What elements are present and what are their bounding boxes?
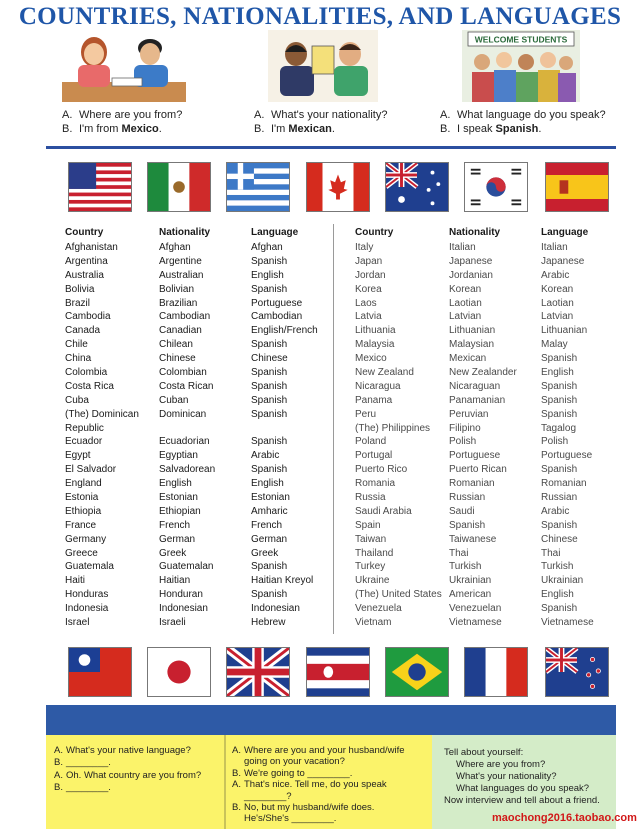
page-title: COUNTRIES, NATIONALITIES, AND LANGUAGES	[18, 3, 622, 30]
table-cell: Ethiopian	[159, 505, 201, 517]
table-cell: Thai	[449, 547, 469, 559]
dialog-country	[62, 108, 182, 136]
practice-line	[54, 770, 201, 782]
practice-text: No, but my husband/wife does.	[244, 801, 375, 813]
practice-text: That's nice. Tell me, do you speak	[244, 779, 387, 791]
table-cell: Greek	[251, 547, 279, 559]
practice-line	[232, 768, 405, 779]
table-cell: Afghan	[251, 242, 283, 253]
table-cell: Spanish	[251, 283, 288, 295]
table-cell: Lithuanian	[449, 325, 496, 337]
table-cell: English	[251, 478, 284, 490]
korea-flag	[464, 162, 528, 212]
table-cell: Greece	[65, 547, 98, 559]
table-cell: Romanian	[541, 478, 587, 490]
welcome-banner-text: WELCOME STUDENTS	[474, 34, 568, 45]
practice-letter: A.	[232, 779, 241, 791]
table-cell: Latvia	[355, 311, 382, 323]
table-cell: Mexico	[355, 353, 387, 365]
country-header: Country	[65, 227, 104, 238]
nationality-header: Nationality	[449, 227, 501, 238]
table-cell: Polish	[541, 436, 569, 448]
divider-rule	[46, 146, 616, 149]
table-cell: Brazilian	[159, 297, 198, 309]
table-cell: Egyptian	[159, 450, 198, 462]
practice-text: Oh. What country are you from?	[66, 769, 202, 781]
dialog-answer-pre: I'm	[271, 123, 289, 135]
table-cell: Japanese	[449, 255, 493, 267]
table-cell: English	[159, 478, 192, 490]
practice-text: Where are you from?	[456, 759, 546, 770]
table-cell: Greek	[159, 547, 187, 559]
practice-section	[46, 705, 616, 829]
canada-flag	[306, 162, 370, 212]
table-cell: Laotian	[449, 297, 482, 309]
practice-line	[444, 783, 600, 795]
table-cell: Japan	[355, 255, 383, 267]
table-cell: Spanish	[251, 339, 288, 351]
language-header: Language	[541, 227, 589, 238]
dialog-letter: A.	[254, 109, 265, 121]
table-cell: Malay	[541, 339, 568, 351]
left-language-column	[251, 227, 318, 630]
table-cell: Israel	[65, 617, 90, 629]
table-cell: Taiwanese	[449, 533, 497, 545]
table-cell: New Zealand	[355, 367, 414, 379]
practice-text: What's your native language?	[66, 745, 191, 756]
practice-line	[232, 756, 405, 767]
table-cell: Laotian	[541, 297, 574, 309]
table-cell: Laos	[355, 297, 377, 309]
table-cell: China	[65, 353, 92, 365]
table-cell: Haitian	[159, 575, 191, 587]
table-cell: Ukraine	[355, 575, 390, 587]
japan-flag	[147, 647, 211, 697]
practice-line	[54, 745, 201, 757]
dialog-question: Where are you from?	[79, 109, 183, 121]
table-cell: Canadian	[159, 325, 202, 337]
table-cell: (The) Philippines	[355, 422, 431, 434]
table-cell: Cambodia	[65, 311, 111, 323]
table-cell: Honduras	[65, 589, 109, 601]
table-cell: Lithuanian	[541, 325, 588, 337]
table-cell: German	[251, 533, 288, 545]
table-cell: Argentina	[65, 255, 108, 267]
dialog-answer-bold: Mexico	[121, 123, 159, 135]
practice-text: ________.	[66, 757, 111, 769]
language-header: Language	[251, 227, 299, 238]
practice-letter: B.	[54, 782, 63, 794]
table-cell: Spanish	[251, 394, 288, 406]
table-cell: Thailand	[355, 547, 394, 559]
airport-greeting-illustration	[268, 30, 378, 102]
table-cell: Spanish	[541, 380, 578, 392]
nationality-header: Nationality	[159, 227, 211, 238]
table-cell: Jordanian	[449, 269, 493, 281]
table-cell: Amharic	[251, 505, 288, 517]
table-cell: Malaysia	[355, 339, 395, 351]
table-cell: Estonian	[251, 492, 290, 504]
table-cell: American	[449, 589, 492, 601]
table-cell: Canada	[65, 325, 101, 337]
practice-dialog-1	[54, 745, 201, 795]
table-cell: Portuguese	[449, 450, 501, 462]
practice-line	[444, 747, 600, 759]
dialog-letter: B.	[440, 123, 451, 135]
practice-text: going on your vacation?	[244, 756, 345, 768]
table-cell: Russian	[449, 492, 486, 504]
table-cell: El Salvador	[65, 464, 117, 476]
table-cell: Malaysian	[449, 339, 495, 351]
table-cell: English	[541, 367, 574, 379]
dialog-letter: B.	[254, 123, 265, 135]
france-flag	[464, 647, 528, 697]
practice-letter: B.	[232, 801, 241, 813]
practice-line	[444, 759, 600, 771]
table-cell: Filipino	[449, 422, 481, 434]
practice-letter: A.	[54, 745, 63, 756]
practice-letter: B.	[232, 767, 241, 779]
table-cell: Israeli	[159, 617, 186, 629]
table-cell: Haitian Kreyol	[251, 575, 314, 587]
practice-panel-1	[46, 735, 224, 829]
table-cell: English	[541, 589, 574, 601]
dialog-question: What's your nationality?	[271, 109, 388, 121]
table-cell: Thai	[541, 547, 561, 559]
right-language-list	[541, 241, 594, 630]
right-nationality-column	[449, 227, 517, 630]
table-cell: Italian	[449, 242, 476, 253]
table-cell: (The) Dominican	[65, 408, 139, 420]
table-cell: Peru	[355, 408, 377, 420]
right-language-column	[541, 227, 594, 630]
welcome-students-illustration	[462, 30, 580, 102]
table-cell: Jordan	[355, 269, 386, 281]
table-cell: Spanish	[251, 589, 288, 601]
table-cell	[159, 422, 215, 436]
watermark-text: maochong2016.taobao.com	[492, 812, 637, 824]
table-cell: Indonesian	[159, 603, 208, 615]
table-cell: Vietnamese	[449, 617, 502, 629]
dialog-letter: A.	[62, 109, 73, 121]
table-cell: Peruvian	[449, 408, 489, 420]
table-cell: Portuguese	[251, 297, 303, 309]
table-cell: Portugal	[355, 450, 393, 462]
table-cell: Cambodian	[251, 311, 303, 323]
table-cell: German	[159, 533, 196, 545]
dialog-letter: B.	[62, 123, 73, 135]
table-cell: Ecuador	[65, 436, 103, 448]
table-cell: Spanish	[251, 408, 288, 420]
table-cell: Venezuela	[355, 603, 402, 615]
table-cell: Bolivia	[65, 283, 95, 295]
right-country-list	[355, 241, 442, 630]
australia-flag	[385, 162, 449, 212]
dialog-letter: A.	[440, 109, 451, 121]
table-cell: Arabic	[541, 269, 570, 281]
practice-text: Tell about yourself:	[444, 747, 524, 758]
table-cell: Japanese	[541, 255, 585, 267]
table-cell: Honduran	[159, 589, 203, 601]
table-cell: Turkish	[541, 561, 574, 573]
table-cell: Panama	[355, 394, 393, 406]
table-cell: Cuban	[159, 394, 189, 406]
dialog-answer-pre: I speak	[457, 123, 496, 135]
table-cell: Korea	[355, 283, 382, 295]
table-cell: Spanish	[541, 408, 578, 420]
table-cell: Republic	[65, 422, 104, 434]
practice-panel-2	[224, 735, 432, 829]
table-cell: Venezuelan	[449, 603, 502, 615]
table-cell: Spanish	[541, 353, 578, 365]
right-country-column	[355, 227, 442, 630]
practice-dialog-2	[232, 745, 405, 825]
table-cell: Afghan	[159, 242, 191, 253]
table-cell: Costa Rica	[65, 380, 114, 392]
table-cell: Haiti	[65, 575, 86, 587]
table-cell: Panamanian	[449, 394, 506, 406]
greece-flag	[226, 162, 290, 212]
dialog-answer-pre: I'm from	[79, 123, 122, 135]
practice-line	[232, 745, 405, 756]
table-cell: Mexican	[449, 353, 487, 365]
practice-line	[232, 791, 405, 802]
practice-about-yourself	[444, 747, 600, 807]
dialog-language	[440, 108, 606, 136]
table-cell: Russia	[355, 492, 386, 504]
dialog-nationality	[254, 108, 387, 136]
table-cell: Australia	[65, 269, 104, 281]
table-cell: Spanish	[541, 519, 578, 531]
usa-flag	[68, 162, 132, 212]
table-cell: Colombian	[159, 367, 207, 379]
table-cell: Colombia	[65, 367, 108, 379]
dialog-question: What language do you speak?	[457, 109, 606, 121]
spain-flag	[545, 162, 609, 212]
table-cell: Spanish	[251, 561, 288, 573]
practice-header-bar	[46, 705, 616, 735]
table-cell: Estonia	[65, 492, 99, 504]
table-cell: Spanish	[251, 380, 288, 392]
table-cell: Chilean	[159, 339, 193, 351]
table-cell: Ethiopia	[65, 505, 102, 517]
table-cell: Argentine	[159, 255, 202, 267]
table-cell: Egypt	[65, 450, 91, 462]
table-cell: Polish	[449, 436, 477, 448]
table-cell: Arabic	[251, 450, 280, 462]
uk-flag	[226, 647, 290, 697]
table-cell: Cuba	[65, 394, 89, 406]
dialog-answer-post: .	[331, 123, 335, 135]
new-zealand-flag	[545, 647, 609, 697]
dialog-answer-post: .	[158, 123, 162, 135]
practice-text: What's your nationality?	[456, 771, 557, 782]
table-cell: Lithuania	[355, 325, 396, 337]
practice-line	[444, 795, 600, 807]
table-cell: Ecuadorian	[159, 436, 210, 448]
table-cell: Latvian	[541, 311, 574, 323]
costa-rica-flag	[306, 647, 370, 697]
practice-letter: A.	[232, 745, 241, 756]
table-cell: Puerto Rican	[449, 464, 507, 476]
table-cell: Vietnam	[355, 617, 392, 629]
table-cell: Guatemalan	[159, 561, 214, 573]
table-cell: Italian	[541, 242, 568, 253]
table-cell: English	[251, 269, 284, 281]
practice-line	[232, 802, 405, 813]
table-cell: Dominican	[159, 408, 207, 420]
table-cell: Cambodian	[159, 311, 211, 323]
table-cell: Costa Rican	[159, 380, 214, 392]
left-nationality-column	[159, 227, 215, 630]
table-cell: Spanish	[541, 464, 578, 476]
left-country-list	[65, 241, 139, 630]
table-cell: Salvadorean	[159, 464, 216, 476]
practice-text: We're going to ________.	[244, 767, 353, 779]
table-cell: Poland	[355, 436, 387, 448]
practice-line	[54, 757, 201, 769]
table-cell: Spanish	[449, 519, 486, 531]
left-country-column	[65, 227, 139, 630]
brazil-flag	[385, 647, 449, 697]
table-cell	[251, 422, 318, 436]
table-cell: Russian	[541, 492, 578, 504]
table-cell: New Zealander	[449, 367, 517, 379]
table-cell: Korean	[449, 283, 482, 295]
table-cell: Saudi	[449, 505, 475, 517]
table-cell: Tagalog	[541, 422, 577, 434]
table-cell: Romanian	[449, 478, 495, 490]
table-cell: France	[65, 519, 97, 531]
table-cell: Spanish	[251, 367, 288, 379]
table-cell: Saudi Arabia	[355, 505, 412, 517]
table-cell: Guatemala	[65, 561, 114, 573]
table-cell: Spanish	[251, 464, 288, 476]
column-divider	[333, 224, 334, 634]
practice-text: What languages do you speak?	[456, 783, 590, 794]
dialog-answer-bold: Spanish	[495, 123, 539, 135]
table-cell: English/French	[251, 325, 318, 337]
students-talking-illustration	[62, 30, 186, 102]
dialog-answer-post: .	[538, 123, 542, 135]
table-cell: Indonesian	[251, 603, 300, 615]
table-cell: Korean	[541, 283, 574, 295]
table-cell: Turkish	[449, 561, 482, 573]
table-cell: Ukrainian	[541, 575, 584, 587]
practice-line	[54, 782, 201, 794]
table-cell: Spanish	[251, 255, 288, 267]
table-cell: Nicaraguan	[449, 380, 501, 392]
practice-letter: A.	[54, 769, 63, 781]
table-cell: Chile	[65, 339, 88, 351]
left-language-list	[251, 241, 318, 630]
dialog-answer-bold: Mexican	[288, 123, 332, 135]
table-cell: Latvian	[449, 311, 482, 323]
table-cell: Afghanistan	[65, 242, 118, 253]
practice-text: He's/She's ________.	[244, 813, 337, 825]
table-cell: Portuguese	[541, 450, 593, 462]
practice-text: ________?	[244, 790, 292, 802]
table-cell: Spain	[355, 519, 381, 531]
table-cell: Italy	[355, 242, 374, 253]
table-cell: Ukrainian	[449, 575, 492, 587]
table-cell: Chinese	[159, 353, 196, 365]
table-cell: Turkey	[355, 561, 386, 573]
table-cell: Estonian	[159, 492, 198, 504]
table-cell: Arabic	[541, 505, 570, 517]
country-header: Country	[355, 227, 394, 238]
mexico-flag	[147, 162, 211, 212]
table-cell: Puerto Rico	[355, 464, 408, 476]
table-cell: French	[251, 519, 283, 531]
table-cell: Germany	[65, 533, 107, 545]
table-cell: Spanish	[251, 436, 288, 448]
right-nationality-list	[449, 241, 517, 630]
practice-letter: B.	[54, 757, 63, 769]
table-cell: Brazil	[65, 297, 91, 309]
table-cell: Vietnamese	[541, 617, 594, 629]
table-cell: Spanish	[541, 394, 578, 406]
table-cell: Chinese	[251, 353, 288, 365]
table-cell: Nicaragua	[355, 380, 401, 392]
table-cell: (The) United States	[355, 589, 442, 601]
table-cell: French	[159, 519, 191, 531]
table-cell: Bolivian	[159, 283, 195, 295]
table-cell: England	[65, 478, 102, 490]
table-cell: Indonesia	[65, 603, 109, 615]
table-cell: Romania	[355, 478, 396, 490]
table-cell: Taiwan	[355, 533, 387, 545]
practice-line	[444, 771, 600, 783]
practice-line	[232, 779, 405, 790]
practice-text: Now interview and tell about a friend.	[444, 795, 600, 806]
table-cell: Chinese	[541, 533, 578, 545]
table-cell: Hebrew	[251, 617, 286, 629]
left-nationality-list	[159, 241, 215, 630]
practice-text: Where are you and your husband/wife	[244, 745, 405, 756]
table-cell: Spanish	[541, 603, 578, 615]
taiwan-flag	[68, 647, 132, 697]
practice-text: ________.	[66, 782, 111, 794]
practice-line	[232, 813, 405, 824]
table-cell: Australian	[159, 269, 204, 281]
